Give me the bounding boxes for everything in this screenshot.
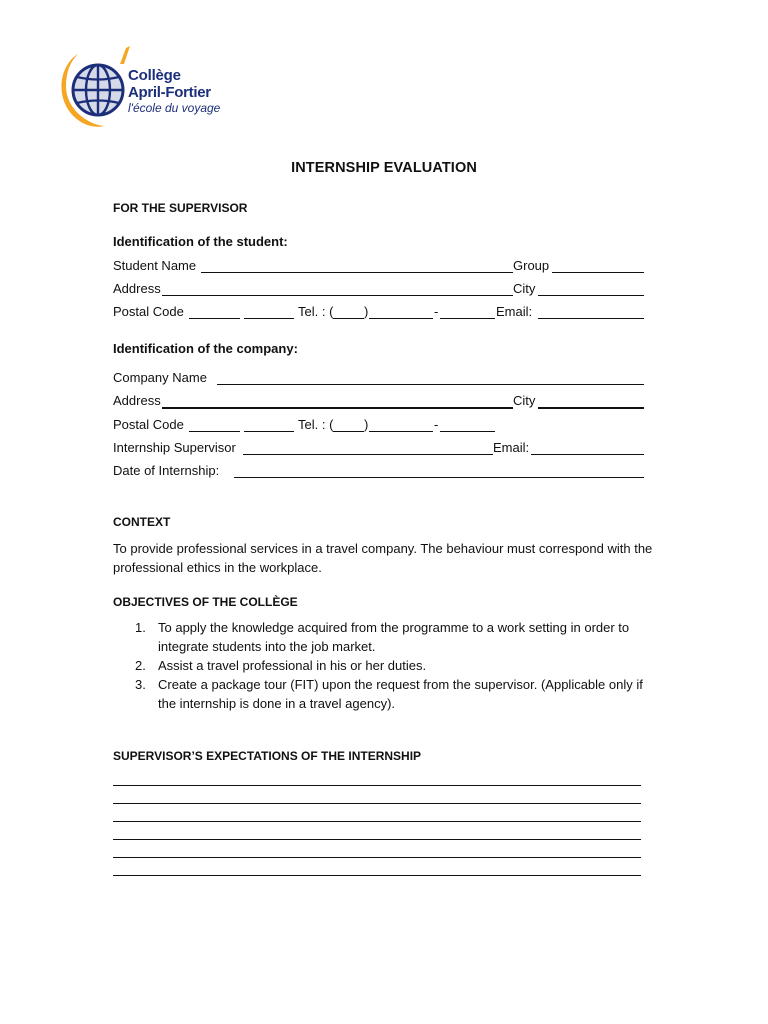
company-tel-field-1[interactable] [369,431,433,432]
expectations-line-2[interactable] [113,803,641,804]
objectives-list [113,618,653,713]
company-address-field[interactable] [162,407,513,409]
company-tel-field-2[interactable] [440,431,495,432]
company-address-label: Address [113,393,161,408]
student-address-label: Address [113,281,161,296]
student-postal-label: Postal Code [113,304,184,319]
company-heading: Identification of the company: [113,341,298,356]
company-address-row [113,393,644,411]
page-title: INTERNSHIP EVALUATION [291,160,477,176]
internship-date-field[interactable] [234,477,644,478]
logo-tagline: l'école du voyage [128,101,221,115]
company-city-label: City [513,393,536,408]
student-postal-field-2[interactable] [244,318,294,319]
expectations-line-4[interactable] [113,839,641,840]
student-address-field[interactable] [162,295,513,296]
college-logo [56,44,256,134]
supervisor-heading: FOR THE SUPERVISOR [113,201,248,215]
expectations-line-6[interactable] [113,875,641,876]
expectations-line-3[interactable] [113,821,641,822]
student-tel-field-2[interactable] [440,318,495,319]
list-item: 3. Create a package tour (FIT) upon the request from the supervisor. (Applicable only if the internship is done in a travel agency). [135,677,643,711]
student-name-label: Student Name [113,258,197,273]
expectations-heading: SUPERVISOR’S EXPECTATIONS OF THE INTERNSHIP [113,749,422,763]
company-name-row [113,370,644,388]
internship-date-label: Date of Internship: [113,463,220,478]
student-name-row [113,258,644,276]
student-city-field[interactable] [538,295,644,296]
company-tel-area-field[interactable] [333,431,364,432]
student-address-row [113,281,644,299]
expectations-line-1[interactable] [113,785,641,786]
student-tel-area-field[interactable] [333,318,364,319]
company-supervisor-row [113,440,644,458]
list-item: 2. Assist a travel professional in his or her duties. [135,658,427,673]
logo-name: April-Fortier [128,84,211,101]
student-contact-row: Postal Code Tel. : ( ) - Email: [113,304,644,322]
company-postal-field-2[interactable] [244,431,294,432]
objectives-heading: OBJECTIVES OF THE COLLÈGE [113,595,298,609]
company-tel-label: Tel. : ( [298,417,334,432]
student-group-field[interactable] [552,272,644,273]
context-heading: CONTEXT [113,515,171,529]
student-group-label: Group [513,258,550,273]
internship-supervisor-label: Internship Supervisor [113,440,236,455]
context-text: To provide professional services in a travel company. The behaviour must correspond with the professional ethics in the workplace. [113,541,653,575]
company-email-field[interactable] [531,454,644,455]
internship-supervisor-field[interactable] [243,454,493,455]
expectations-line-5[interactable] [113,857,641,858]
internship-date-row [113,463,644,481]
student-tel-label: Tel. : ( [298,304,334,319]
company-name-label: Company Name [113,370,207,385]
student-email-label: Email: [496,304,533,319]
student-city-label: City [513,281,536,296]
list-item: 1. To apply the knowledge acquired from the programme to a work setting in order to integrate students into the job market. [135,620,630,654]
company-city-field[interactable] [538,407,644,409]
company-contact-row: Postal Code Tel. : ( ) - [113,417,644,435]
company-email-label: Email: [493,440,530,455]
student-tel-field-1[interactable] [369,318,433,319]
company-postal-label: Postal Code [113,417,184,432]
company-postal-field-1[interactable] [189,431,240,432]
student-name-field[interactable] [201,272,513,273]
logo-college: Collège [128,67,181,84]
company-name-field[interactable] [217,384,644,385]
student-postal-field-1[interactable] [189,318,240,319]
student-email-field[interactable] [538,318,644,319]
student-heading: Identification of the student: [113,234,288,249]
